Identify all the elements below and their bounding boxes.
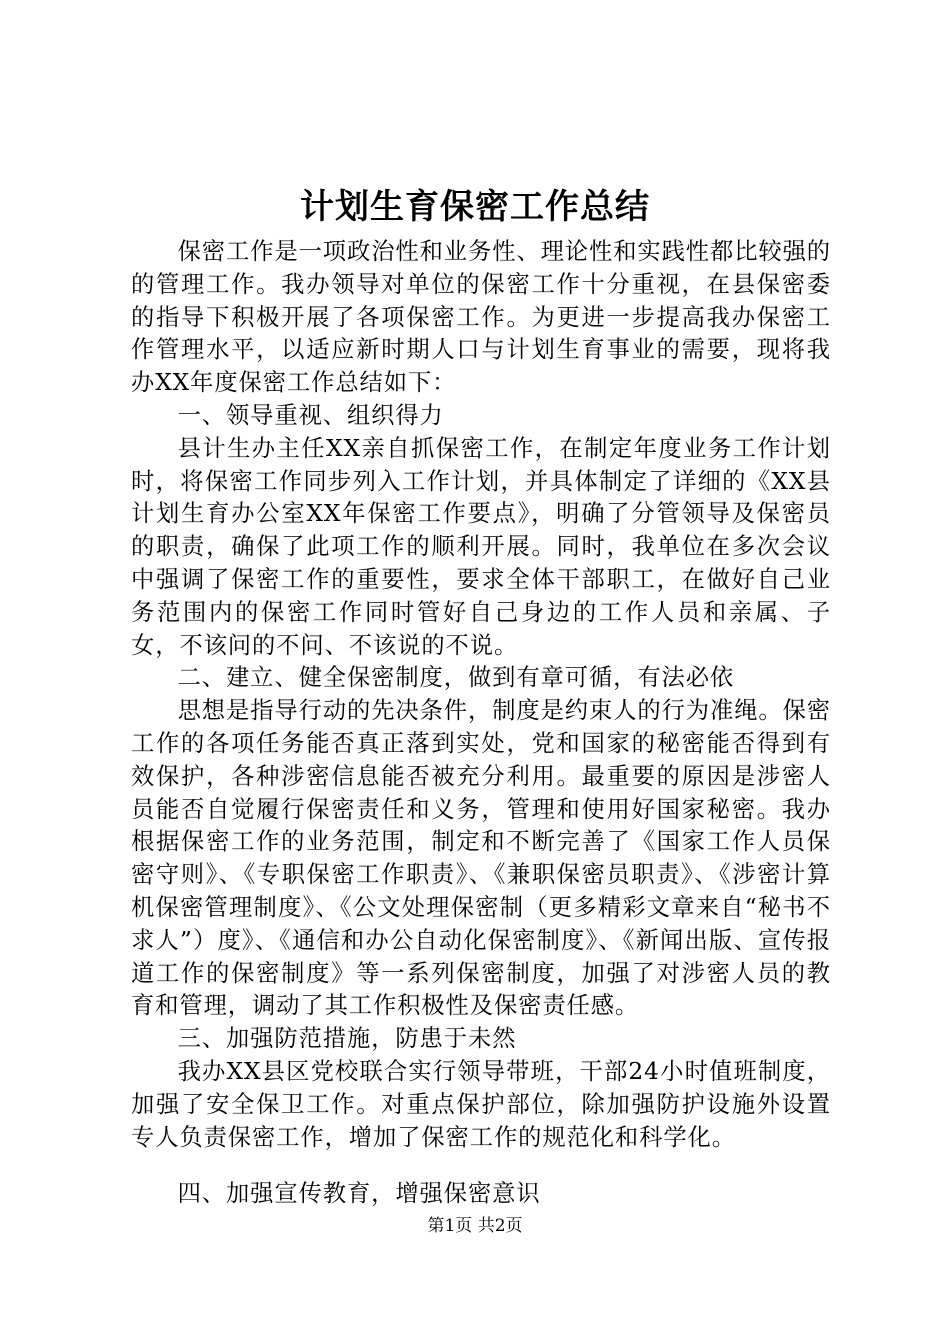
document-title: 计划生育保密工作总结 bbox=[300, 187, 650, 227]
section-heading-1: 一、领导重视、组织得力 bbox=[177, 401, 444, 429]
section-heading-3: 三、加强防范措施，防患于未然 bbox=[177, 1025, 517, 1053]
section-paragraph-2: 思想是指导行动的先决条件，制度是约束人的行为准绳。保密工作的各项任务能否真正落到实处，党和国家的秘密能否得到有效保护，各种涉密信息能否被充分利用。最重要的原因是涉密人员能否自觉履行保密责任和义务，管理和使用好国家秘密。我办根据保密工作的业务范围，制定和不断完善了《国家工作人员保密守则》、《专职保密工作职责》、《兼职保密员职责》、《涉密计算机保密管理制度》、《公文处理保密制（更多精彩文章来自“秘书不求人”）度》、《通信和办公自动化保密制度》、《新闻出版、宣传报道工作的保密制度》等一系列保密制度，加强了对涉密人员的教育和管理，调动了其工作积极性及保密责任感。 bbox=[131, 697, 831, 1020]
section-paragraph-1: 县计生办主任XX亲自抓保密工作，在制定年度业务工作计划时，将保密工作同步列入工作计划，并具体制定了详细的《XX县计划生育办公室XX年保密工作要点》，明确了分管领导及保密员的职责，确保了此项工作的顺利开展。同时，我单位在多次会议中强调了保密工作的重要性，要求全体干部职工，在做好自己业务范围内的保密工作同时管好自己身边的工作人员和亲属、子女，不该问的不问、不该说的不说。 bbox=[131, 434, 831, 659]
page-footer: 第1页 共2页 bbox=[427, 1216, 523, 1236]
section-heading-4: 四、加强宣传教育，增强保密意识 bbox=[177, 1180, 541, 1208]
intro-paragraph: 保密工作是一项政治性和业务性、理论性和实践性都比较强的的管理工作。我办领导对单位的保密工作十分重视，在县保密委的指导下积极开展了各项保密工作。为更进一步提高我办保密工作管理水平，以适应新时期人口与计划生育事业的需要，现将我办XX年度保密工作总结如下： bbox=[131, 238, 831, 397]
section-heading-2: 二、建立、健全保密制度，做到有章可循，有法必依 bbox=[177, 664, 735, 692]
section-paragraph-3: 我办XX县区党校联合实行领导带班，干部24小时值班制度，加强了安全保卫工作。对重点保护部位，除加强防护设施外设置专人负责保密工作，增加了保密工作的规范化和科学化。 bbox=[131, 1057, 831, 1151]
document-body bbox=[131, 236, 831, 1211]
